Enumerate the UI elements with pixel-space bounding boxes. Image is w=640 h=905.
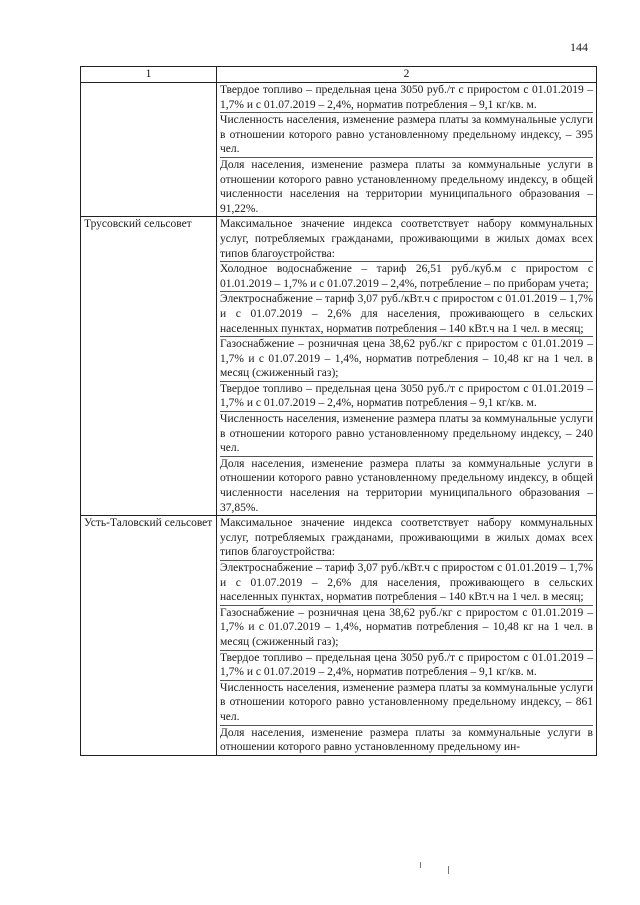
paragraph: Газоснабжение – розничная цена 38,62 руб./кг с приростом с 01.01.2019 – 1,7% и с 01.07.2019 – 1,4%, норматив потребления – 10,48 кг на 1 чел. в месяц (сжиженный газ); xyxy=(220,338,593,380)
tariff-table xyxy=(80,66,597,756)
table-row xyxy=(81,516,597,756)
region-cell xyxy=(81,83,217,217)
table-header-row xyxy=(81,67,597,83)
column-header-1: 1 xyxy=(81,67,217,83)
paragraph: Холодное водоснабжение – тариф 26,51 руб./куб.м с приростом с 01.01.2019 – 1,7% и с 01.07.2019 – 2,4%, потребление – по приборам учета; xyxy=(220,263,593,290)
paragraph: Электроснабжение – тариф 3,07 руб./кВт.ч с приростом с 01.01.2019 – 1,7% и с 01.07.2019 – 2,6% для населения, проживающего в сельских населенных пунктах, норматив потребления – 140 кВт.ч на 1 чел. в месяц; xyxy=(220,562,593,604)
paragraph: Численность населения, изменение размера платы за коммунальные услуги в отношении которого равно установленному предельному индексу, – 240 чел. xyxy=(220,413,593,455)
scan-mark xyxy=(448,866,449,874)
content-cell xyxy=(217,83,597,217)
table-row xyxy=(81,217,597,516)
paragraph: Максимальное значение индекса соответствует набору коммунальных услуг, потребляемых гражданами, проживающими в жилых домах всех типов благоустройства: xyxy=(220,218,593,260)
page-number: 144 xyxy=(570,40,588,54)
region-cell: Трусовский сельсовет xyxy=(81,217,217,516)
paragraph: Максимальное значение индекса соответствует набору коммунальных услуг, потребляемых гражданами, проживающими в жилых домах всех типов благоустройства: xyxy=(220,517,593,559)
paragraph: Электроснабжение – тариф 3,07 руб./кВт.ч с приростом с 01.01.2019 – 1,7% и с 01.07.2019 – 2,6% для населения, проживающего в сельских населенных пунктах, норматив потребления – 140 кВт.ч на 1 чел. в месяц; xyxy=(220,293,593,335)
scan-mark xyxy=(420,862,421,868)
content-cell xyxy=(217,516,597,756)
paragraph: Твердое топливо – предельная цена 3050 руб./т с приростом с 01.01.2019 – 1,7% и с 01.07.2019 – 2,4%, норматив потребления – 9,1 кг/кв. м. xyxy=(220,651,593,679)
paragraph: Доля населения, изменение размера платы за коммунальные услуги в отношении которого равно установленному предельному индексу, в общей численности населения на территории муниципального образования – 91,22%. xyxy=(220,158,593,215)
paragraph: Доля населения, изменение размера платы за коммунальные услуги в отношении которого равно установленному предельному ин- xyxy=(220,726,593,754)
paragraph: Доля населения, изменение размера платы за коммунальные услуги в отношении которого равно установленному предельному индексу, в общей численности населения на территории муниципального образования – 37,85%. xyxy=(220,457,593,514)
paragraph: Численность населения, изменение размера платы за коммунальные услуги в отношении которого равно установленному предельному индексу, – 395 чел. xyxy=(220,114,593,156)
paragraph: Твердое топливо – предельная цена 3050 руб./т с приростом с 01.01.2019 – 1,7% и с 01.07.2019 – 2,4%, норматив потребления – 9,1 кг/кв. м. xyxy=(220,382,593,410)
content-cell xyxy=(217,217,597,516)
region-cell: Усть-Таловский сельсовет xyxy=(81,516,217,756)
paragraph: Твердое топливо – предельная цена 3050 руб./т с приростом с 01.01.2019 – 1,7% и с 01.07.2019 – 2,4%, норматив потребления – 9,1 кг/кв. м. xyxy=(220,84,593,111)
column-header-2: 2 xyxy=(217,67,597,83)
table-row xyxy=(81,83,597,217)
paragraph: Численность населения, изменение размера платы за коммунальные услуги в отношении которого равно установленному предельному индексу, – 861 чел. xyxy=(220,681,593,723)
paragraph: Газоснабжение – розничная цена 38,62 руб./кг с приростом с 01.01.2019 – 1,7% и с 01.07.2019 – 1,4%, норматив потребления – 10,48 кг на 1 чел. в месяц (сжиженный газ); xyxy=(220,606,593,648)
